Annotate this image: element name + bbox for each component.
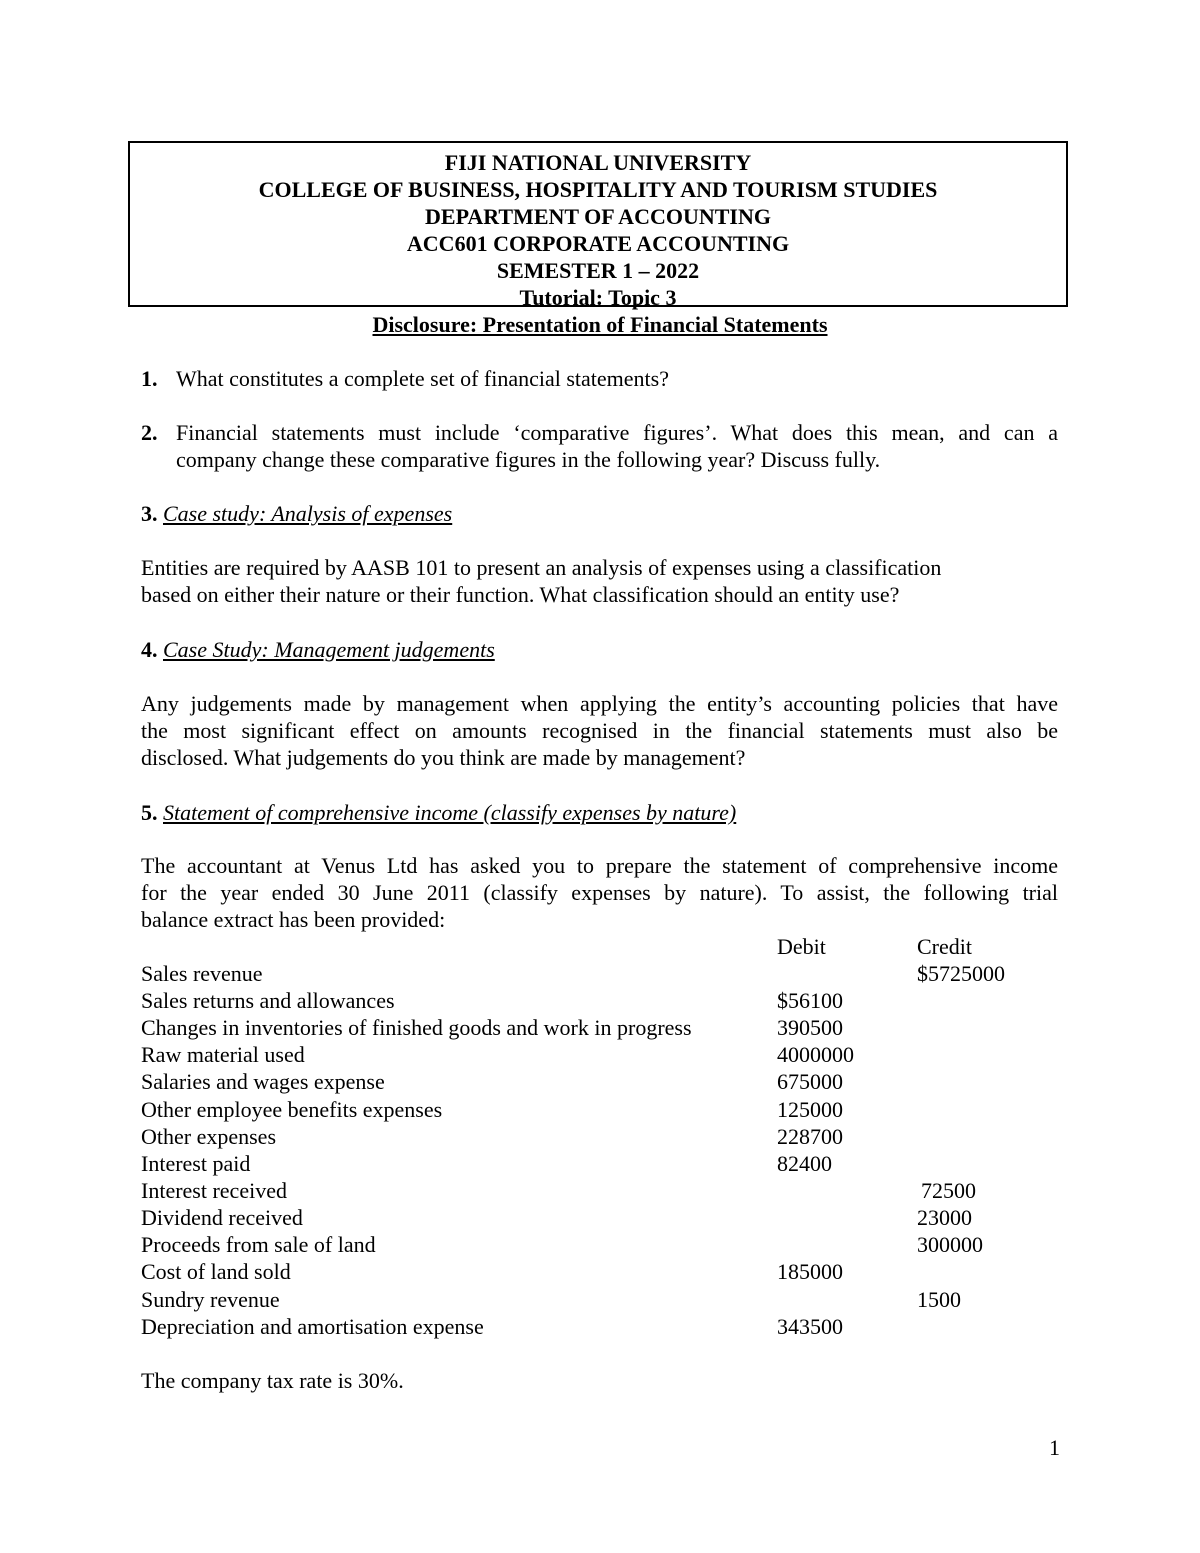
table-row (141, 1014, 1041, 1041)
tutorial-topic: Tutorial: Topic 3 (519, 285, 677, 310)
q5-line1: The accountant at Venus Ltd has asked you to prepare the statement of comprehensive income (141, 853, 1058, 878)
row-credit: $5725000 (917, 961, 1005, 986)
q3-line1: Entities are required by AASB 101 to present an analysis of expenses using a classification (141, 555, 942, 580)
q4-line3: disclosed. What judgements do you think are made by management? (141, 745, 746, 770)
table-row (141, 1258, 1041, 1285)
row-label: Interest received (141, 1178, 287, 1203)
college-name: COLLEGE OF BUSINESS, HOSPITALITY AND TOURISM STUDIES (258, 177, 938, 202)
header-box (128, 141, 1068, 310)
university-name: FIJI NATIONAL UNIVERSITY (444, 150, 752, 175)
row-debit: 4000000 (777, 1042, 854, 1067)
row-label: Sales revenue (141, 961, 263, 986)
table-row (141, 1150, 1041, 1177)
table-row (141, 1041, 1041, 1068)
table-row (141, 1177, 1041, 1204)
q5-number: 5. (141, 800, 158, 825)
row-debit: 125000 (777, 1097, 843, 1122)
row-debit: $56100 (777, 988, 843, 1013)
row-credit: 1500 (917, 1287, 961, 1312)
row-label: Other employee benefits expenses (141, 1097, 443, 1122)
row-label: Raw material used (141, 1042, 305, 1067)
q4-line1: Any judgements made by management when applying the entity’s accounting policies that have (141, 691, 1058, 716)
row-label: Cost of land sold (141, 1259, 291, 1284)
row-label: Interest paid (141, 1151, 251, 1176)
q2-line1: Financial statements must include ‘comparative figures’. What does this mean, and can a (176, 420, 1058, 445)
row-credit: 23000 (917, 1205, 972, 1230)
page-number: 1 (1049, 1435, 1060, 1460)
q5-line2: for the year ended 30 June 2011 (classify expenses by nature). To assist, the following trial (141, 880, 1058, 905)
table-row (141, 1231, 1041, 1258)
row-debit: 185000 (777, 1259, 843, 1284)
table-row (141, 1286, 1041, 1313)
q3-heading (141, 500, 452, 527)
q5-heading (141, 799, 736, 826)
debit-header: Debit (777, 934, 826, 959)
table-row (141, 1313, 1041, 1340)
q4-heading (141, 636, 495, 663)
row-label: Changes in inventories of finished goods and work in progress (141, 1015, 692, 1040)
q4-line2: the most significant effect on amounts recognised in the financial statements must also be (141, 718, 1058, 743)
table-row (141, 1068, 1041, 1095)
q4-number: 4. (141, 637, 158, 662)
row-label: Proceeds from sale of land (141, 1232, 376, 1257)
course-name: ACC601 CORPORATE ACCOUNTING (406, 231, 790, 256)
page-title: Disclosure: Presentation of Financial Statements (372, 312, 828, 337)
row-debit: 228700 (777, 1124, 843, 1149)
q1-text: What constitutes a complete set of financial statements? (176, 366, 669, 391)
row-debit: 390500 (777, 1015, 843, 1040)
row-debit: 343500 (777, 1314, 843, 1339)
semester: SEMESTER 1 – 2022 (496, 258, 700, 283)
row-debit: 675000 (777, 1069, 843, 1094)
q2-number: 2. (141, 420, 158, 445)
tax-rate-note: The company tax rate is 30%. (141, 1368, 404, 1393)
q2-line2: company change these comparative figures in the following year? Discuss fully. (176, 447, 881, 472)
row-debit: 82400 (777, 1151, 832, 1176)
table-row (141, 1096, 1041, 1123)
q5-line3: balance extract has been provided: (141, 907, 446, 932)
table-row (141, 960, 1041, 987)
row-label: Sundry revenue (141, 1287, 280, 1312)
row-label: Depreciation and amortisation expense (141, 1314, 484, 1339)
q3-heading-text: Case study: Analysis of expenses (163, 501, 453, 526)
row-label: Salaries and wages expense (141, 1069, 385, 1094)
q5-heading-text: Statement of comprehensive income (classify expenses by nature) (163, 800, 737, 825)
row-label: Other expenses (141, 1124, 277, 1149)
table-row (141, 1123, 1041, 1150)
row-credit: 300000 (917, 1232, 983, 1257)
table-row (141, 1204, 1041, 1231)
q1-number: 1. (141, 366, 158, 391)
table-row (141, 987, 1041, 1014)
q3-number: 3. (141, 501, 158, 526)
q3-line2: based on either their nature or their function. What classification should an entity use? (141, 582, 900, 607)
q4-heading-text: Case Study: Management judgements (163, 637, 495, 662)
row-label: Sales returns and allowances (141, 988, 395, 1013)
row-credit: 72500 (921, 1178, 976, 1203)
row-label: Dividend received (141, 1205, 303, 1230)
department-name: DEPARTMENT OF ACCOUNTING (425, 204, 771, 229)
credit-header: Credit (917, 934, 972, 959)
